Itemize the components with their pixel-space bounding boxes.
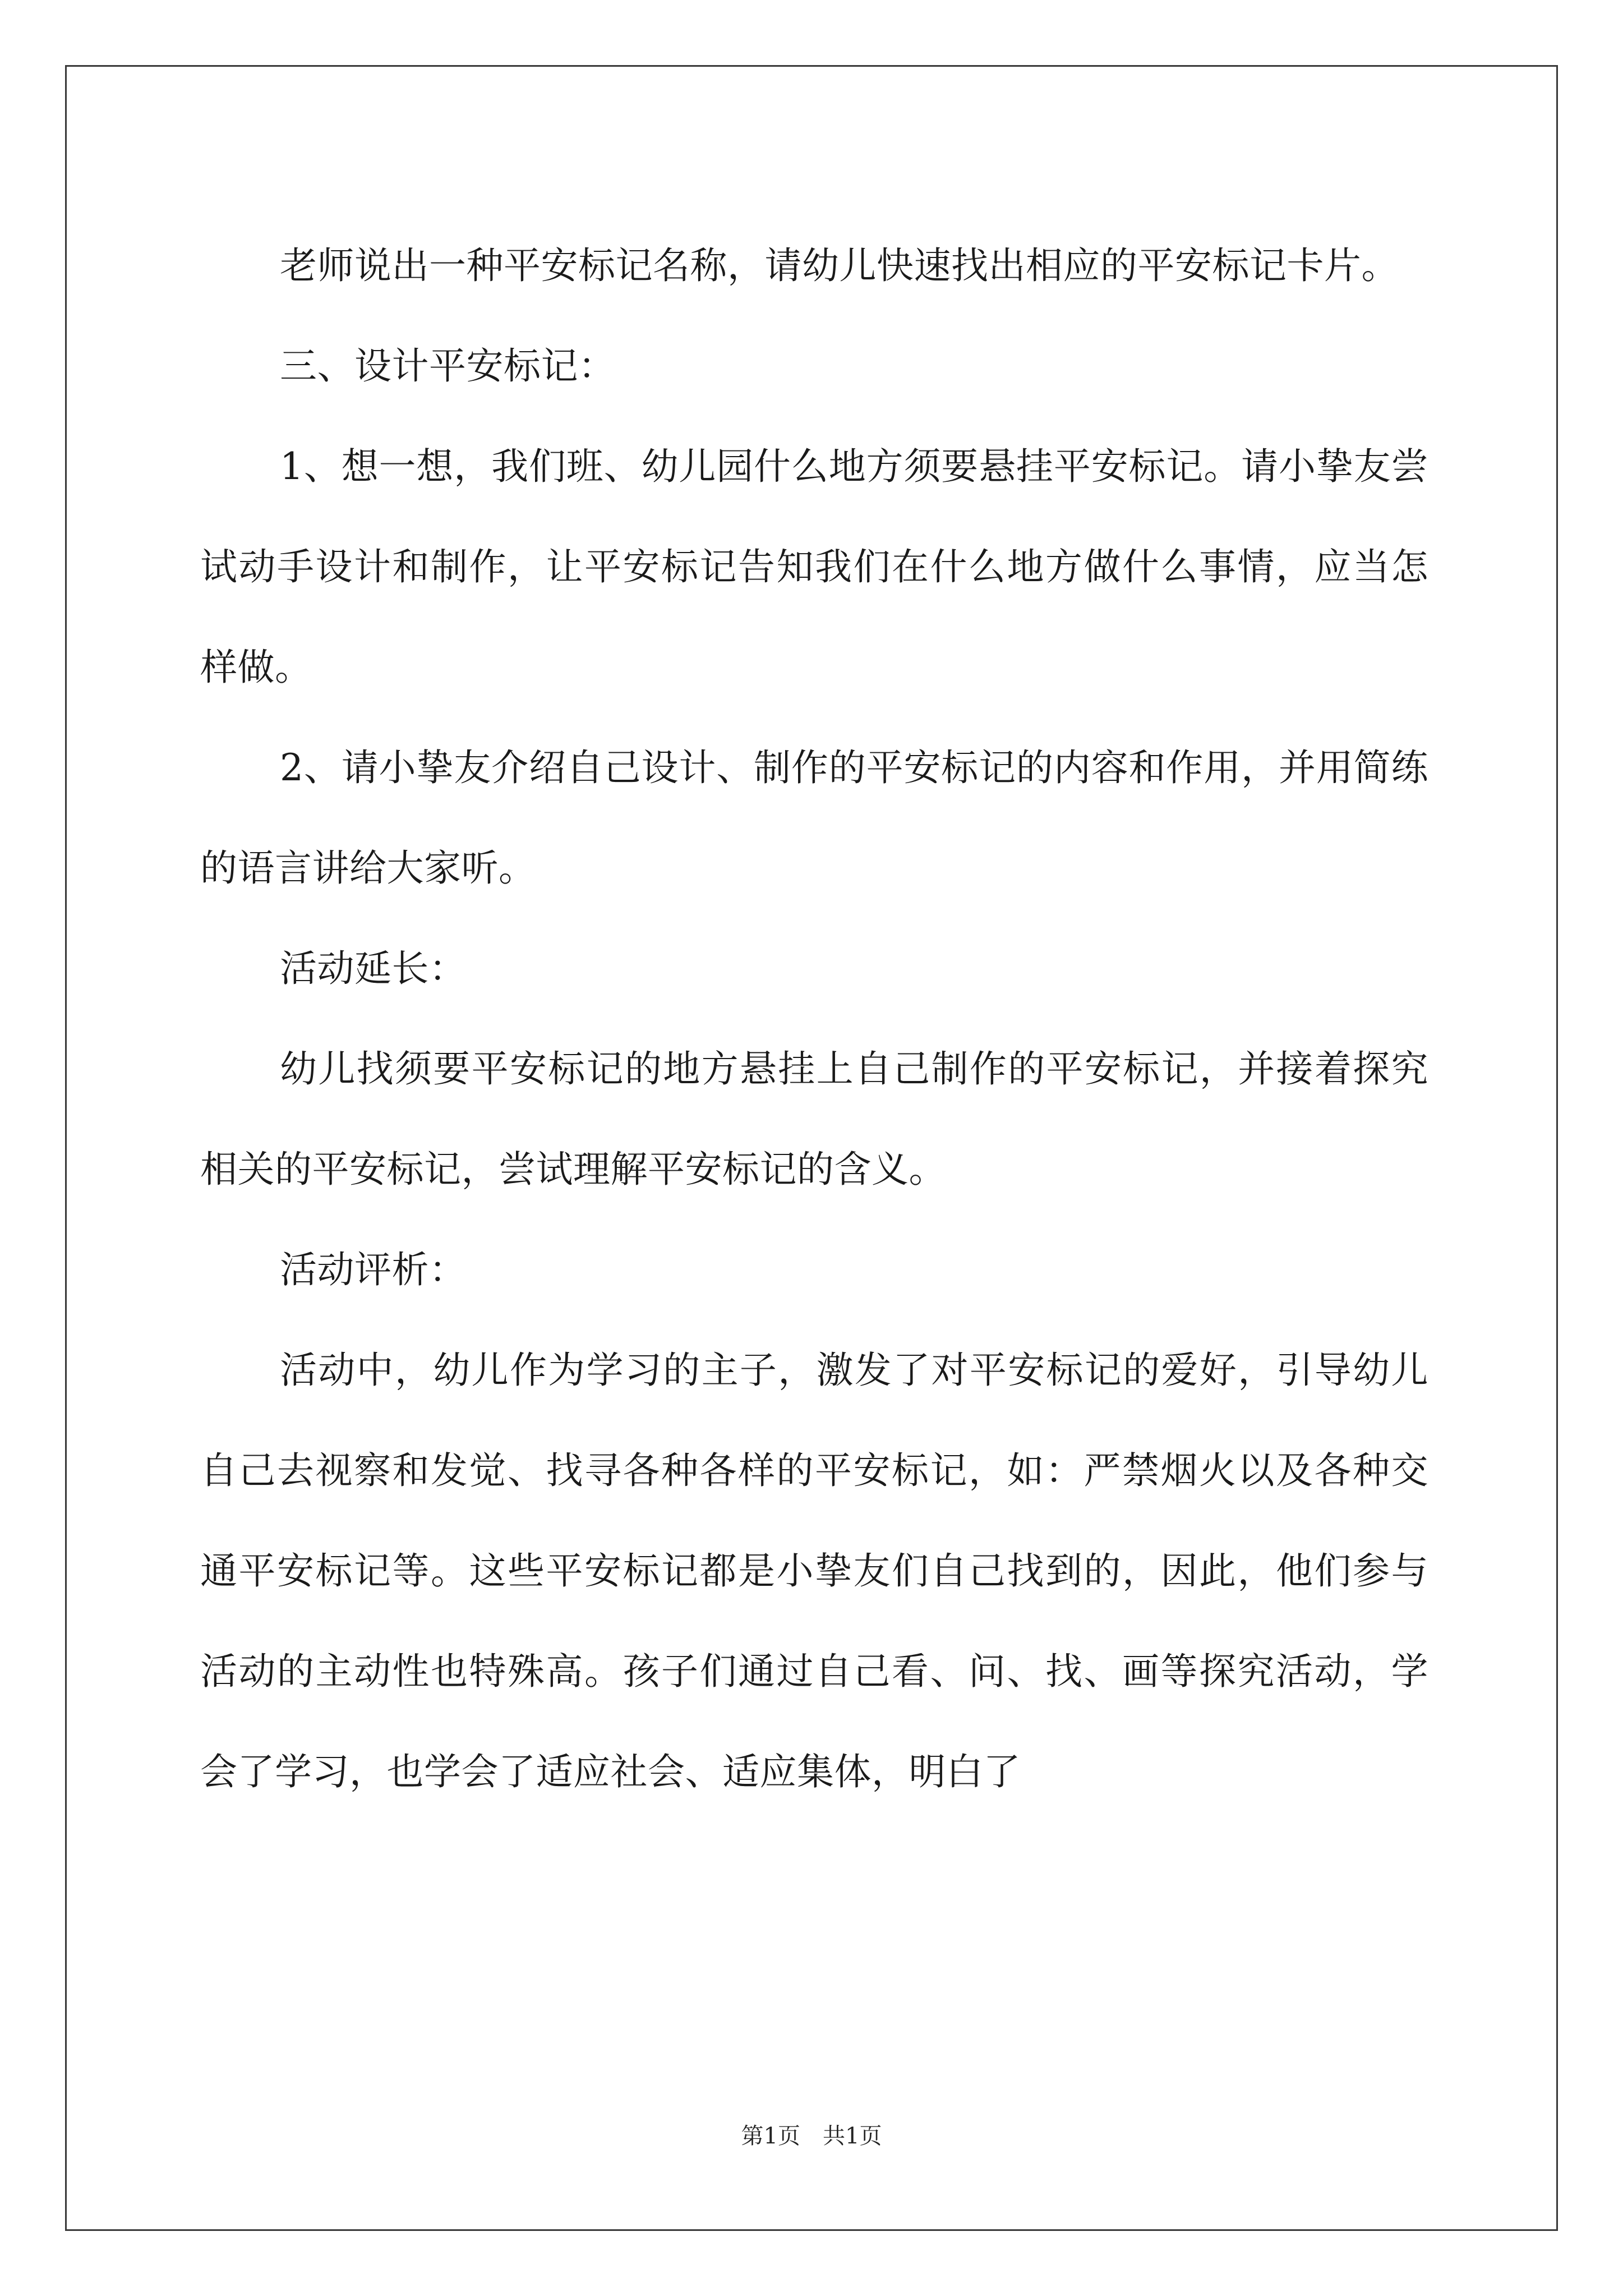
paragraph-4: 2、请小挚友介绍自己设计、制作的平安标记的内容和作用，并用简练的语言讲给大家听。 xyxy=(200,746,1428,890)
paragraph-6: 幼儿找须要平安标记的地方悬挂上自己制作的平安标记，并接着探究相关的平安标记，尝试理解平安标记的含义。 xyxy=(200,1047,1428,1191)
page-footer: 第1页 共1页 xyxy=(741,2123,882,2149)
paragraph-2-heading: 三、设计平安标记： xyxy=(280,344,616,388)
paragraph-5-heading: 活动延长： xyxy=(280,947,467,990)
paragraph-8: 活动中，幼儿作为学习的主子，激发了对平安标记的爱好，引导幼儿自己去视察和发觉、找寻各种各样的平安标记，如：严禁烟火以及各种交通平安标记等。这些平安标记都是小挚友们自己找到的，因此，他们参与活动的主动性也特殊高。孩子们通过自己看、问、找、画等探究活动，学会了学习，也学会了适应社会、适应集体，明白了 xyxy=(200,1349,1428,1793)
paragraph-1: 老师说出一种平安标记名称，请幼儿快速找出相应的平安标记卡片。 xyxy=(280,244,1399,287)
paragraph-7-heading: 活动评析： xyxy=(280,1248,467,1291)
paragraph-3: 1、想一想，我们班、幼儿园什么地方须要悬挂平安标记。请小挚友尝试动手设计和制作，让平安标记告知我们在什么地方做什么事情，应当怎样做。 xyxy=(200,445,1428,689)
document-body xyxy=(200,215,1428,1822)
